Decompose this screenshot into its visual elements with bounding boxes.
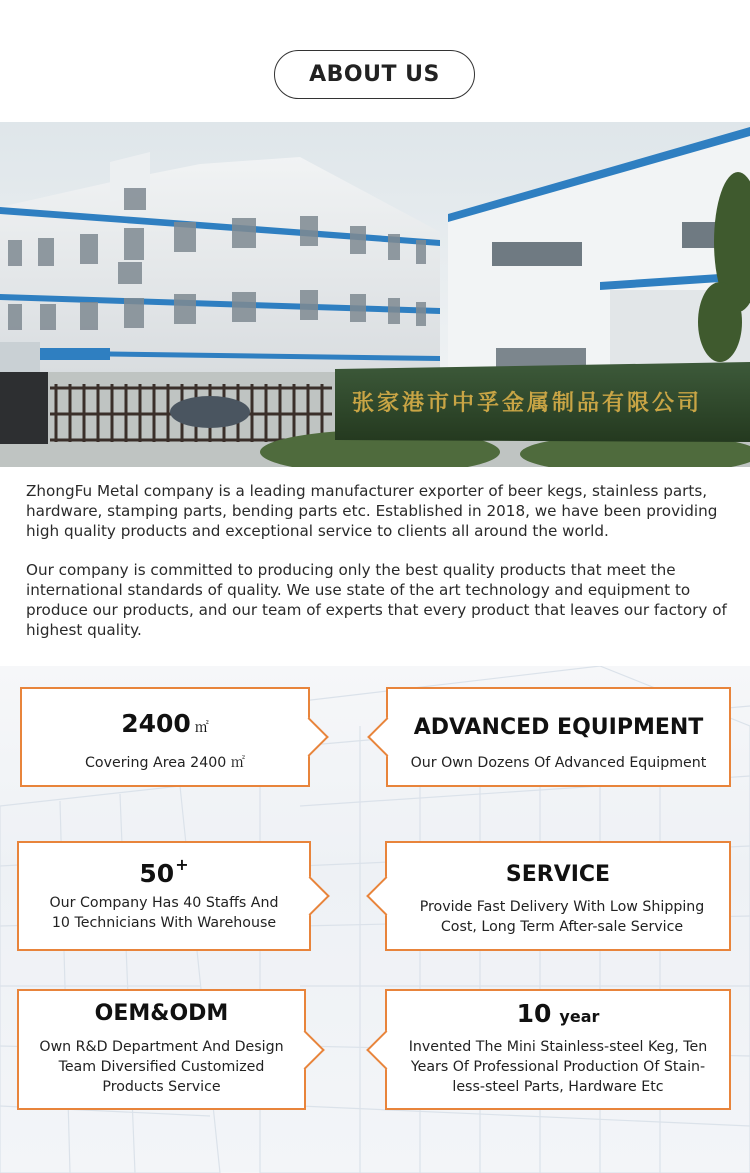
about-us-title: ABOUT US bbox=[274, 50, 475, 99]
intro-text bbox=[26, 482, 734, 661]
features-section bbox=[0, 666, 750, 1173]
factory-photo bbox=[0, 122, 750, 467]
service-card bbox=[385, 841, 731, 951]
equipment-title: ADVANCED EQUIPMENT bbox=[413, 715, 704, 740]
company-sign: 张家港市中孚金属制品有限公司 bbox=[352, 390, 703, 416]
years-desc: Invented The Mini Stainless-steel Keg, Ten Years Of Professional Production Of Stain- less-steel Parts, Hardware Etc bbox=[408, 1039, 708, 1095]
equipment-desc: Our Own Dozens Of Advanced Equipment bbox=[410, 755, 707, 771]
staff-desc: Our Company Has 40 Staffs And 10 Technicians With Warehouse bbox=[49, 895, 279, 931]
staff-value: 50+ bbox=[139, 855, 189, 888]
area-value: 2400 ㎡ bbox=[121, 709, 209, 738]
service-title: SERVICE bbox=[505, 862, 611, 887]
service-desc: Provide Fast Delivery With Low Shipping Cost, Long Term After-sale Service bbox=[419, 899, 705, 935]
intro-paragraph-2: Our company is committed to producing only the best quality products that meet the international standards of quality. We use state of the art technology and equipment to produce our products, and our team of experts that every product that leaves our factory of highest quality. bbox=[26, 561, 727, 639]
oem-desc: Own R&D Department And Design Team Diversified Customized Products Service bbox=[39, 1039, 284, 1095]
years-card bbox=[385, 989, 731, 1110]
oem-card bbox=[17, 989, 306, 1110]
intro-paragraph-1: ZhongFu Metal company is a leading manufacturer exporter of beer kegs, stainless parts, hardware, stamping parts, bending parts etc. Established in 2018, we have been providing high quality products and exceptional service to clients all around the world. bbox=[26, 482, 718, 540]
equipment-card bbox=[386, 687, 731, 787]
header bbox=[0, 0, 750, 122]
oem-title: OEM&ODM bbox=[94, 1001, 229, 1026]
area-card bbox=[20, 687, 310, 787]
staff-card bbox=[17, 841, 311, 951]
area-desc: Covering Area 2400 ㎡ bbox=[85, 755, 245, 771]
years-value: 10 year bbox=[516, 999, 600, 1028]
